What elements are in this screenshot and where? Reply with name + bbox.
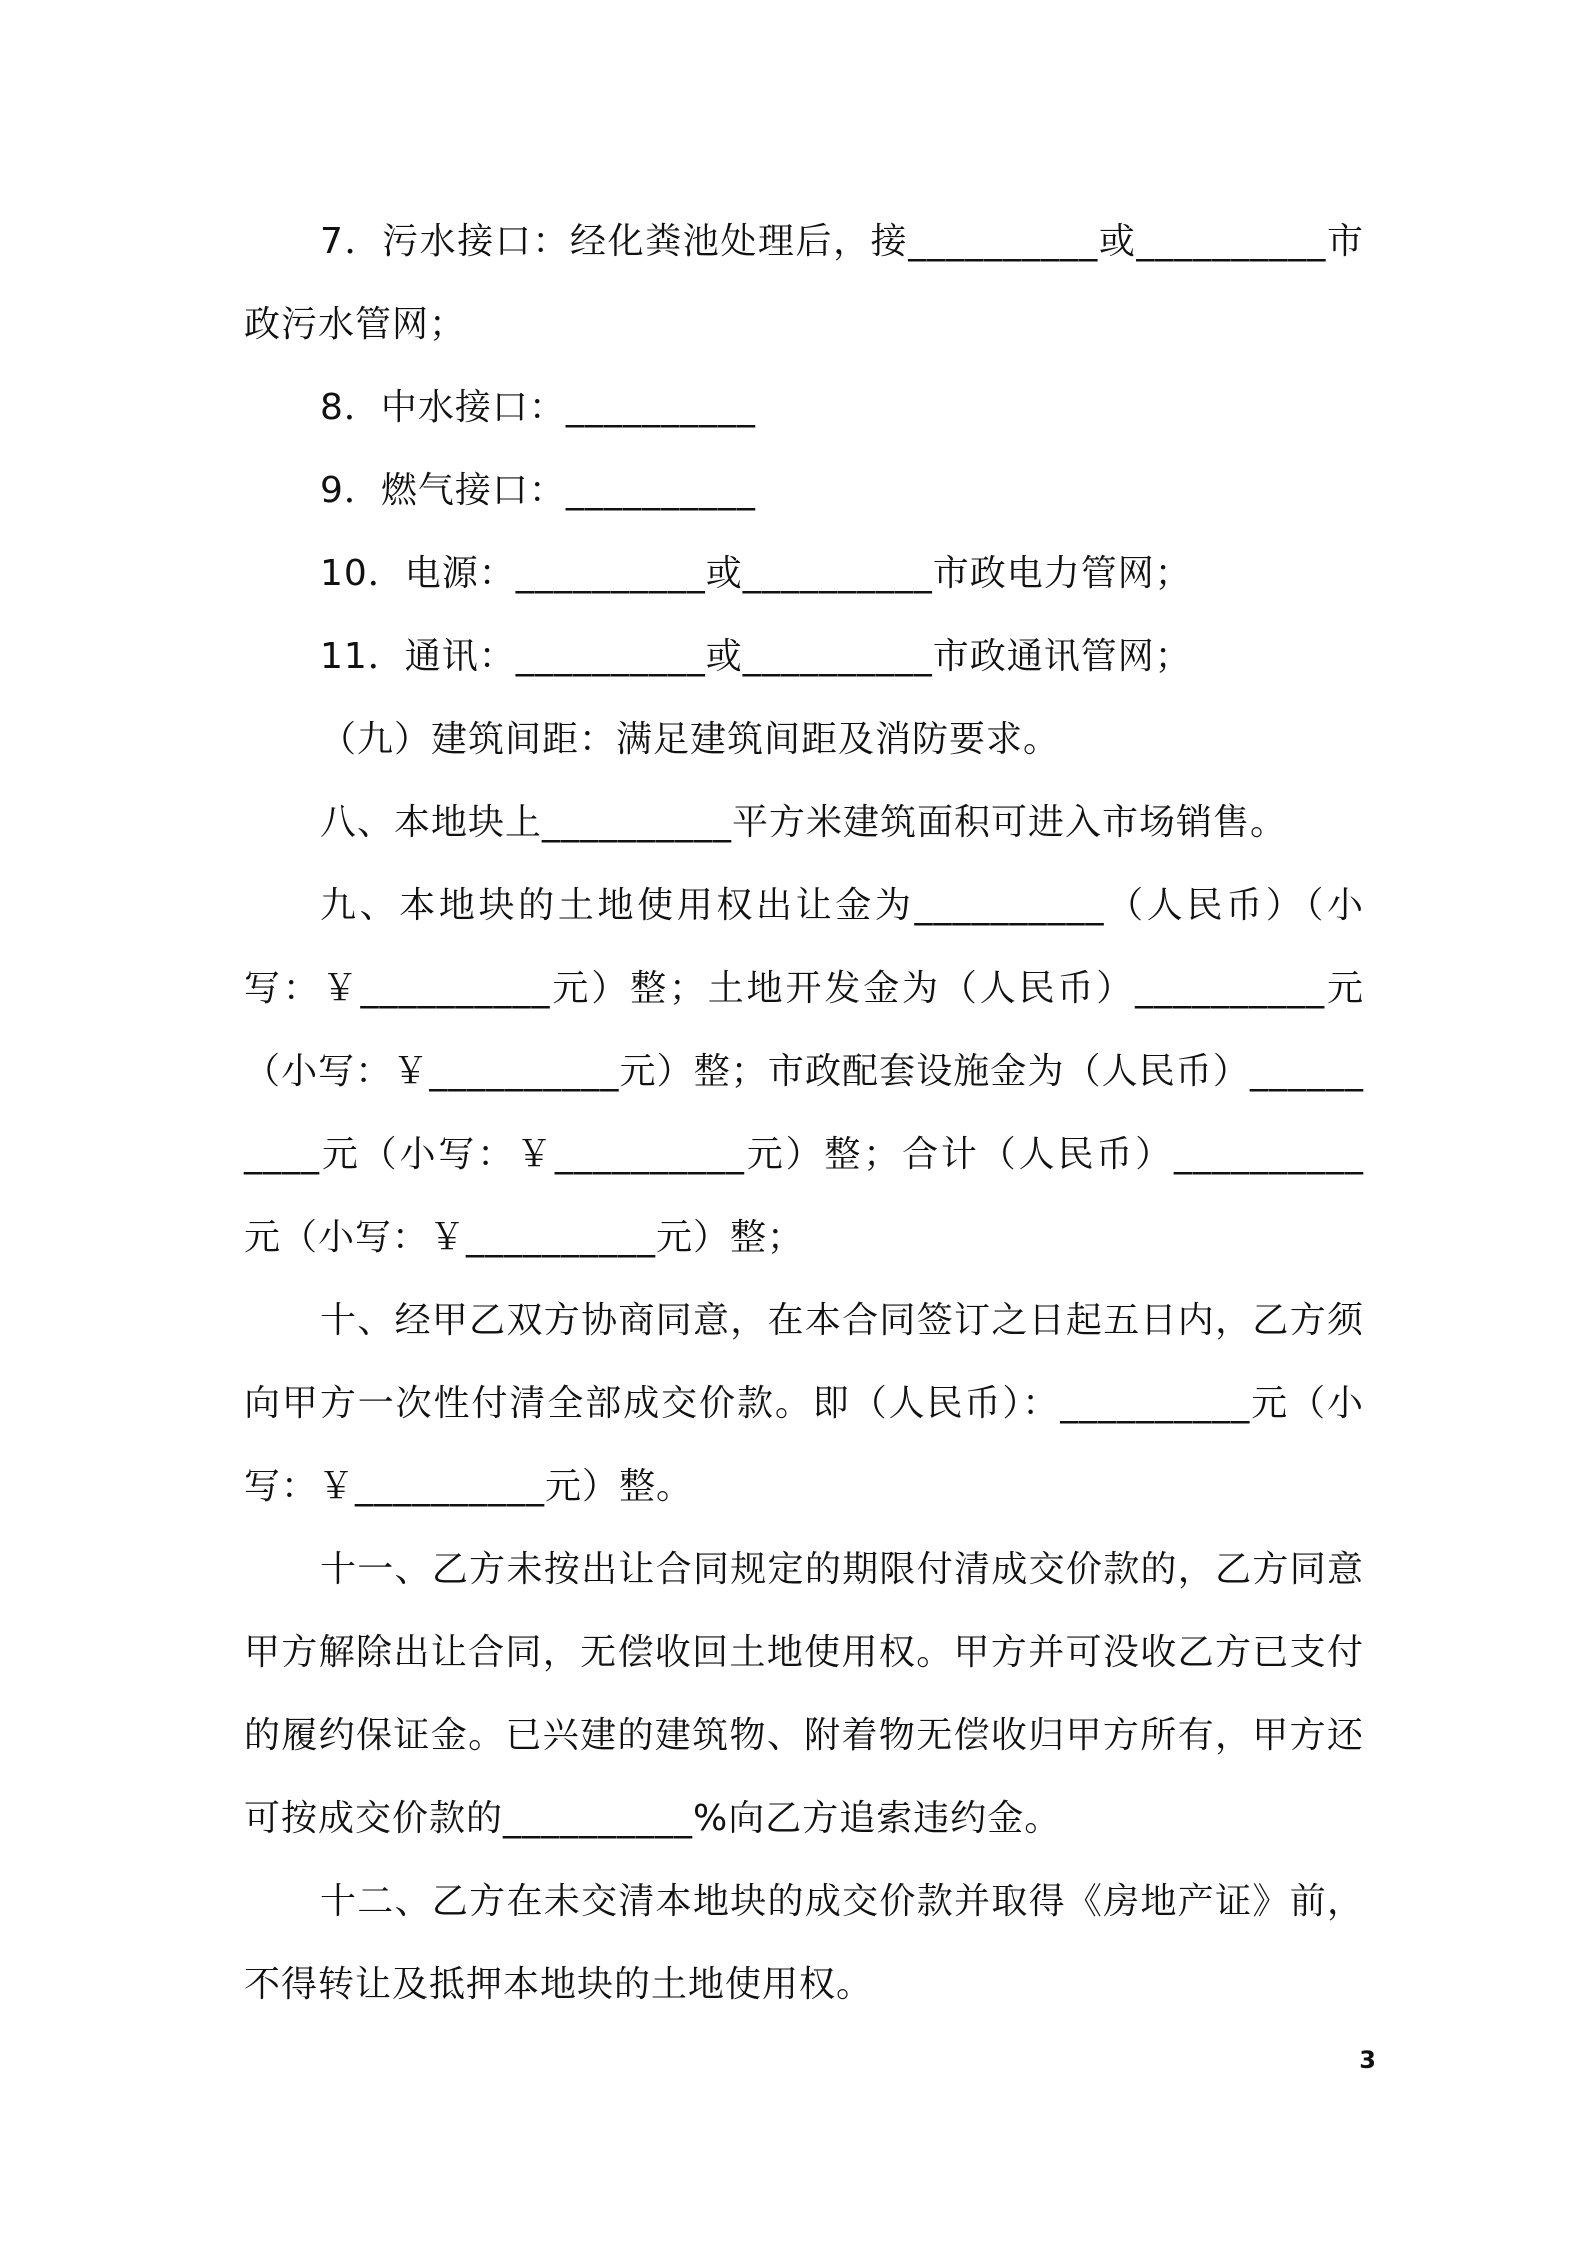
paragraph-sewage-interface: 7．污水接口：经化粪池处理后，接__________或__________市政污水管网； bbox=[244, 221, 1364, 345]
paragraph-article-9-land-fees: 九、本地块的土地使用权出让金为__________（人民币）（小写：￥__________元）整；土地开发金为（人民币）__________元（小写：￥__________元）整；市政配套设施金为（人民币）__________元（小写：￥__________元）整；合计（人民币）__________元（小写：￥__________元）整； bbox=[244, 885, 1364, 1258]
paragraph-communication: 11．通讯：__________或__________市政通讯管网； bbox=[320, 636, 1192, 677]
paragraph-gas-interface: 9．燃气接口：__________ bbox=[320, 470, 756, 511]
paragraph-article-10-payment: 十、经甲乙双方协商同意，在本合同签订之日起五日内，乙方须向甲方一次性付清全部成交价款。即（人民币）：__________元（小写：￥__________元）整。 bbox=[244, 1300, 1364, 1507]
paragraph-building-spacing: （九）建筑间距：满足建筑间距及消防要求。 bbox=[320, 719, 1061, 760]
paragraph-power-supply: 10．电源：__________或__________市政电力管网； bbox=[320, 553, 1192, 594]
paragraph-article-12-transfer-restriction: 十二、乙方在未交清本地块的成交价款并取得《房地产证》前，不得转让及抵押本地块的土地使用权。 bbox=[244, 1881, 1364, 2005]
paragraph-article-8-saleable-area: 八、本地块上__________平方米建筑面积可进入市场销售。 bbox=[320, 802, 1288, 843]
paragraph-article-11-breach: 十一、乙方未按出让合同规定的期限付清成交价款的，乙方同意甲方解除出让合同，无偿收回土地使用权。甲方并可没收乙方已支付的履约保证金。已兴建的建筑物、附着物无偿收归甲方所有，甲方还可按成交价款的__________%向乙方追索违约金。 bbox=[244, 1549, 1364, 1839]
paragraph-reclaimed-water-interface: 8．中水接口：__________ bbox=[320, 387, 756, 428]
document-body bbox=[244, 200, 1364, 2026]
page-number: 3 bbox=[1359, 2046, 1376, 2074]
